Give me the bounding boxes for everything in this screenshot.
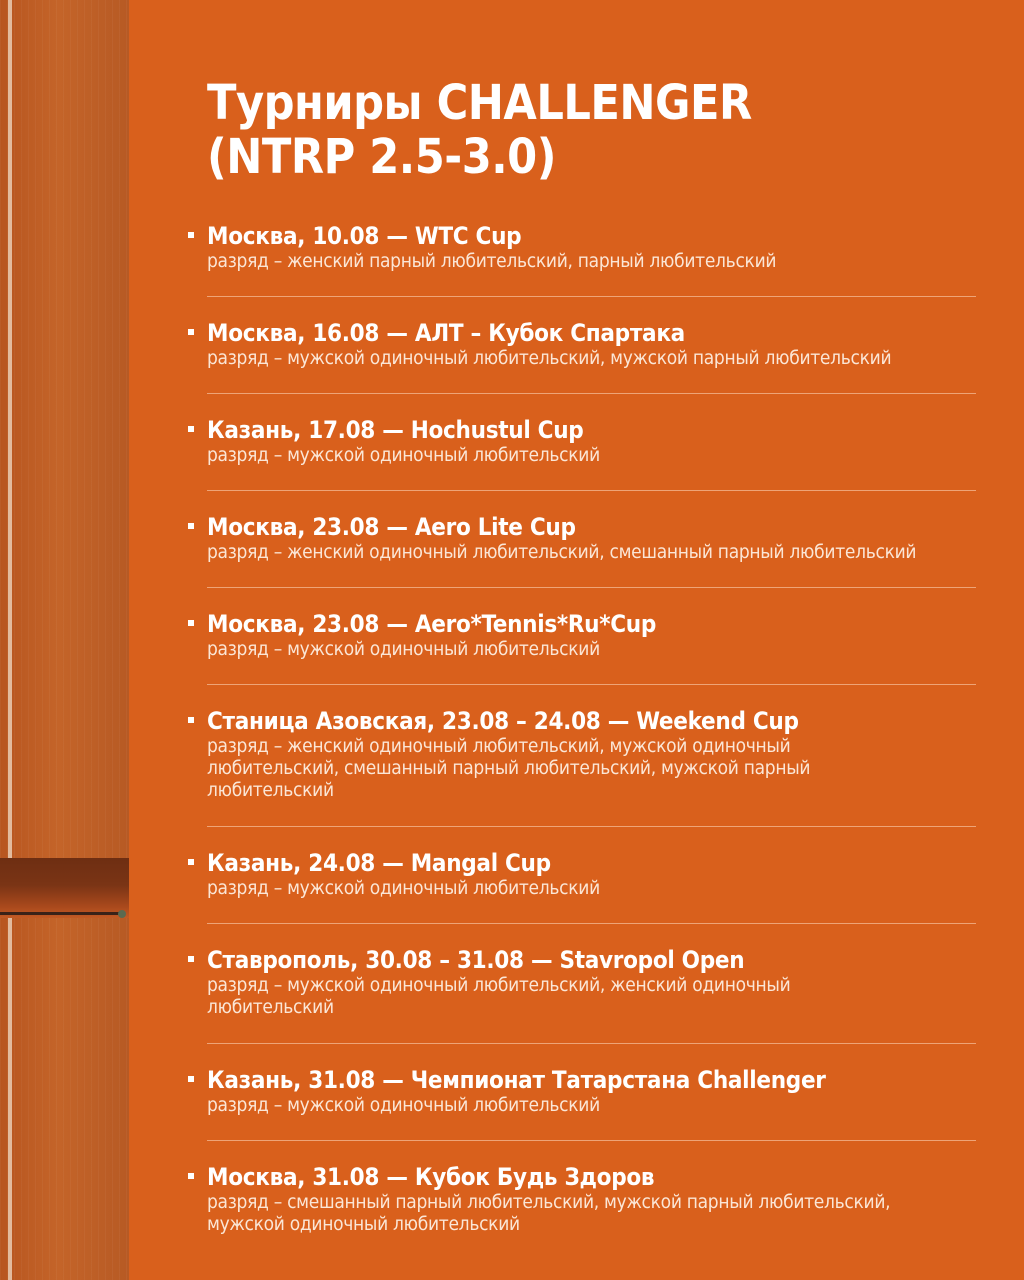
bullet-icon xyxy=(188,717,194,723)
tournament-category: разряд – женский одиночный любительский, смешанный парный любительский xyxy=(207,541,917,563)
tournament-category: разряд – женский парный любительский, парный любительский xyxy=(207,250,777,272)
bullet-icon xyxy=(188,620,194,626)
tournament-category: разряд – мужской одиночный любительский, мужской парный любительский xyxy=(207,347,892,369)
tournament-title: Казань, 24.08 — Mangal Cup xyxy=(207,849,551,877)
tournament-title: Москва, 10.08 — WTC Cup xyxy=(207,222,522,250)
tournament-category: разряд – смешанный парный любительский, мужской парный любительский, мужской одиночный любительский xyxy=(207,1191,891,1235)
page-title xyxy=(207,76,987,184)
tournament-item xyxy=(188,1141,976,1237)
tournament-title: Москва, 16.08 — АЛТ – Кубок Спартака xyxy=(207,319,685,347)
tournament-title: Станица Азовская, 23.08 – 24.08 — Weekend Cup xyxy=(207,707,799,735)
bullet-icon xyxy=(188,232,194,238)
bullet-icon xyxy=(188,1173,194,1179)
tournament-title: Москва, 23.08 — Aero*Tennis*Ru*Cup xyxy=(207,610,657,638)
tournament-category: разряд – мужской одиночный любительский xyxy=(207,1094,600,1116)
tournament-title: Москва, 23.08 — Aero Lite Cup xyxy=(207,513,576,541)
tournament-list xyxy=(188,222,976,1237)
tournament-item xyxy=(188,924,976,1043)
tournament-item xyxy=(188,222,976,296)
bullet-icon xyxy=(188,523,194,529)
court-line xyxy=(8,0,12,1280)
tennis-net xyxy=(0,858,129,918)
tournament-category: разряд – мужской одиночный любительский xyxy=(207,638,600,660)
net-post xyxy=(118,910,126,918)
tournament-item xyxy=(188,297,976,393)
tournament-category: разряд – мужской одиночный любительский, женский одиночный любительский xyxy=(207,974,791,1018)
bullet-icon xyxy=(188,426,194,432)
bullet-icon xyxy=(188,956,194,962)
tournament-item xyxy=(188,1044,976,1140)
tournament-item xyxy=(188,491,976,587)
tournament-title: Казань, 17.08 — Hochustul Cup xyxy=(207,416,584,444)
bullet-icon xyxy=(188,329,194,335)
bullet-icon xyxy=(188,1076,194,1082)
net-cord xyxy=(0,912,122,915)
tournament-item xyxy=(188,685,976,826)
tennis-court-photo-strip xyxy=(0,0,129,1280)
tournament-item xyxy=(188,827,976,923)
tournament-category: разряд – мужской одиночный любительский xyxy=(207,877,600,899)
tournament-category: разряд – мужской одиночный любительский xyxy=(207,444,600,466)
bullet-icon xyxy=(188,859,194,865)
tournament-item xyxy=(188,588,976,684)
tournament-item xyxy=(188,394,976,490)
page-title-line-2: (NTRP 2.5-3.0) xyxy=(207,129,556,185)
page-title-line-1: Турниры CHALLENGER xyxy=(207,75,752,131)
tournament-category: разряд – женский одиночный любительский, мужской одиночный любительский, смешанный парный любительский, мужской парный любительский xyxy=(207,735,811,801)
tournament-title: Москва, 31.08 — Кубок Будь Здоров xyxy=(207,1163,655,1191)
tournament-title: Казань, 31.08 — Чемпионат Татарстана Challenger xyxy=(207,1066,826,1094)
tournament-title: Ставрополь, 30.08 – 31.08 — Stavropol Open xyxy=(207,946,745,974)
